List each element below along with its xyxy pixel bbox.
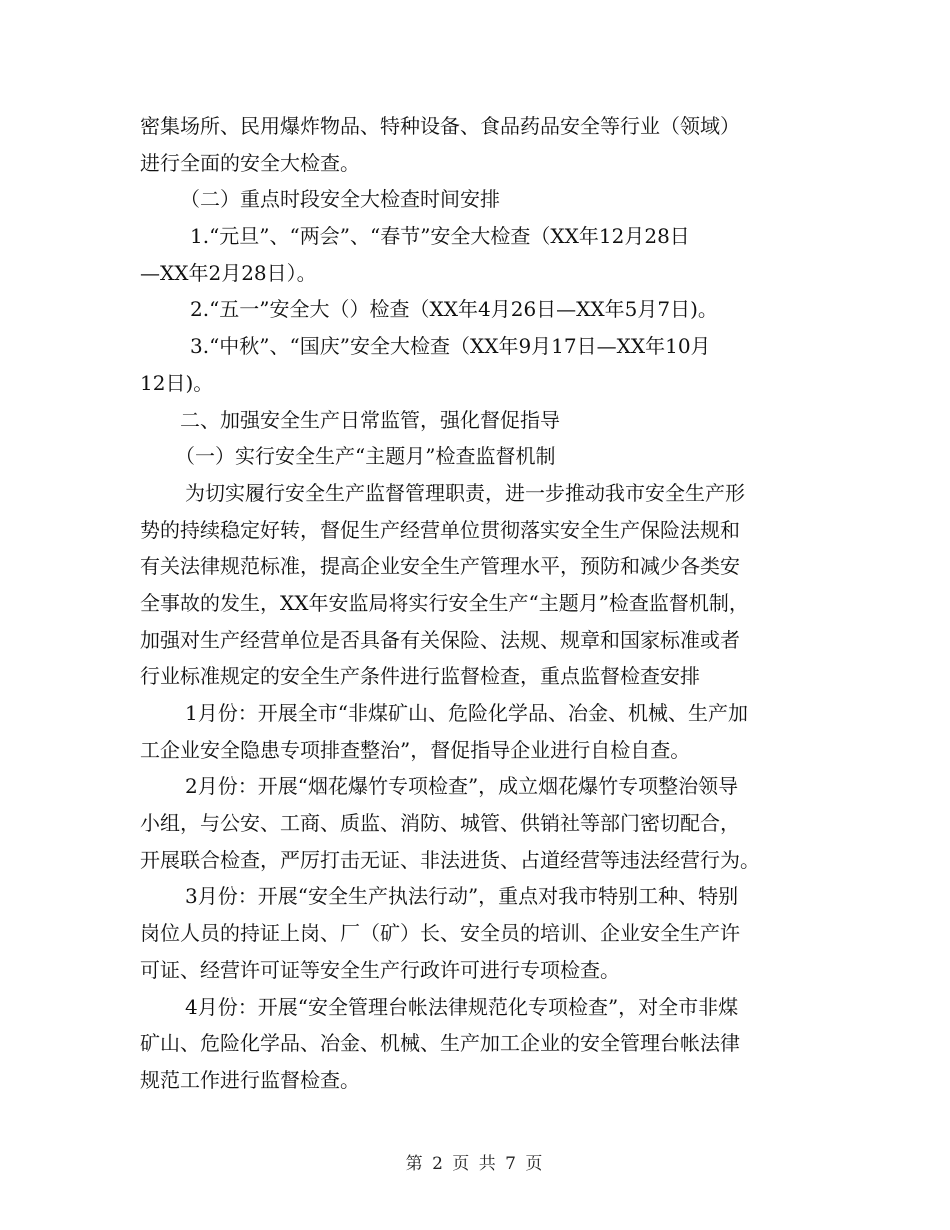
paragraph-first-line: 1月份：开展全市“非煤矿山、危险化学品、冶金、机械、生产加 xyxy=(185,701,748,725)
text-line: 有关法律规范标准，提高企业安全生产管理水平，预防和减少各类安 xyxy=(140,554,740,579)
paragraph-first-line: 2月份：开展“烟花爆竹专项检查”，成立烟花爆竹专项整治领导 xyxy=(185,774,739,799)
text-line: 规范工作进行监督检查。 xyxy=(140,1067,360,1092)
text-line: —XX年2月28日）。 xyxy=(140,260,317,285)
paragraph-first-line: 4月份：开展“安全管理台帐法律规范化专项检查”，对全市非煤 xyxy=(185,994,739,1019)
paragraph-first-line: 为切实履行安全生产监督管理职责，进一步推动我市安全生产形 xyxy=(185,480,745,505)
text-line: 进行全面的安全大检查。 xyxy=(140,150,360,175)
subsection-heading: （一）实行安全生产“主题月”检查监督机制 xyxy=(175,444,556,469)
document-body xyxy=(140,108,810,1099)
text-line: 加强对生产经营单位是否具备有关保险、法规、规章和国家标准或者 xyxy=(140,627,740,652)
text-line: 密集场所、民用爆炸物品、特种设备、食品药品安全等行业（领域） xyxy=(140,114,740,138)
list-item: 3.“中秋”、“国庆”安全大检查（XX年9月17日—XX年10月 xyxy=(190,334,711,359)
text-line: 矿山、危险化学品、冶金、机械、生产加工企业的安全管理台帐法律 xyxy=(140,1031,740,1056)
text-line: 行业标准规定的安全生产条件进行监督检查，重点监督检查安排 xyxy=(140,664,700,689)
text-line: 小组，与公安、工商、质监、消防、城管、供销社等部门密切配合， xyxy=(140,811,740,836)
page-number-footer: 第 2 页 共 7 页 xyxy=(405,1154,545,1174)
text-line: 工企业安全隐患专项排查整治”，督促指导企业进行自检自查。 xyxy=(140,737,691,762)
text-line: 可证、经营许可证等安全生产行政许可进行专项检查。 xyxy=(140,957,620,982)
text-line: 12日)。 xyxy=(140,370,214,395)
paragraph-first-line: 3月份：开展“安全生产执法行动”，重点对我市特别工种、特别 xyxy=(185,884,739,909)
list-item: 1.“元旦”、“两会”、“春节”安全大检查（XX年12月28日 xyxy=(190,224,690,249)
text-line: 势的持续稳定好转，督促生产经营单位贯彻落实安全生产保险法规和 xyxy=(140,517,740,542)
text-line: 开展联合检查，严厉打击无证、非法进货、占道经营等违法经营行为。 xyxy=(140,847,760,872)
section-heading: 二、加强安全生产日常监管，强化督促指导 xyxy=(180,407,560,432)
text-line: 全事故的发生，XX年安监局将实行安全生产“主题月”检查监督机制， xyxy=(140,590,749,615)
text-line: 岗位人员的持证上岗、厂（矿）长、安全员的培训、企业安全生产许 xyxy=(140,921,740,946)
list-item: 2.“五一”安全大（）检查（XX年4月26日—XX年5月7日)。 xyxy=(190,297,718,322)
section-heading: （二）重点时段安全大检查时间安排 xyxy=(180,187,500,212)
